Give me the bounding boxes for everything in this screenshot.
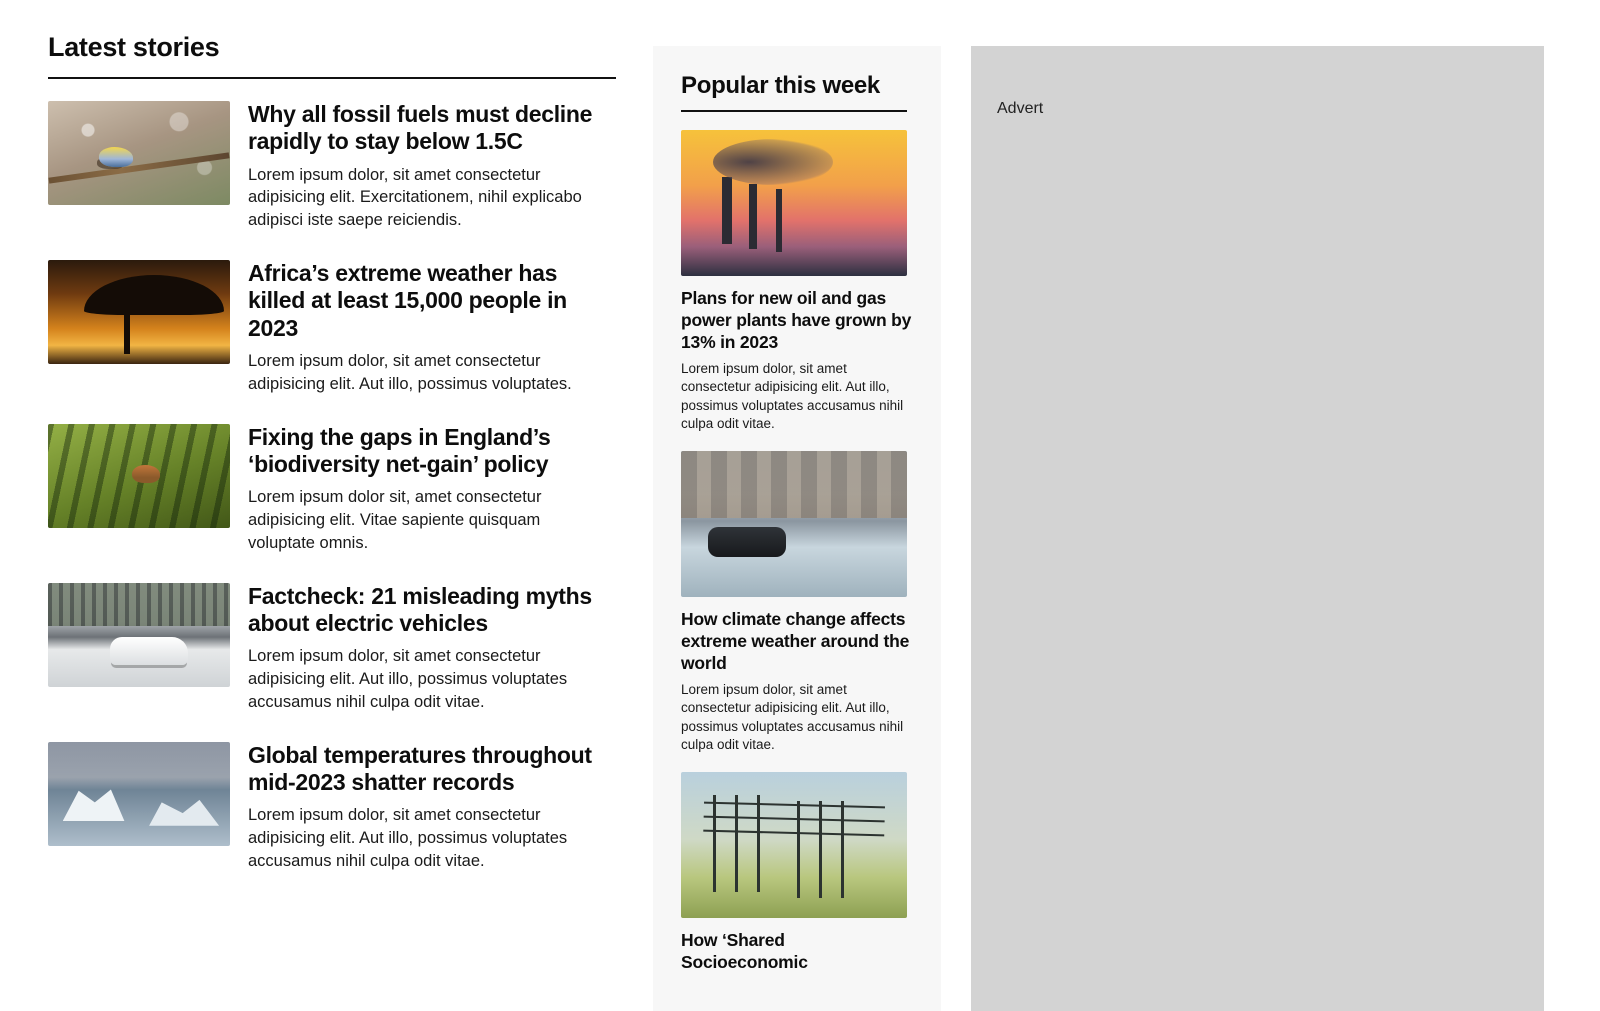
arctic-icebergs-photo	[48, 742, 230, 846]
latest-story-thumbnail-acacia[interactable]	[48, 260, 230, 364]
power-plant-smokestacks-photo	[681, 130, 907, 276]
latest-story-excerpt: Lorem ipsum dolor, sit amet consectetur adipisicing elit. Aut illo, possimus voluptates accusamus nihil culpa odit vitae.	[248, 806, 568, 870]
latest-story-thumbnail-ice[interactable]	[48, 742, 230, 846]
popular-item[interactable]	[681, 772, 913, 973]
latest-story-excerpt: Lorem ipsum dolor, sit amet consectetur adipisicing elit. Aut illo, possimus voluptates accusamus nihil culpa odit vitae.	[248, 647, 568, 711]
bird-on-branch-photo	[48, 101, 230, 205]
latest-story-item[interactable]	[48, 742, 625, 873]
popular-item-thumbnail-flood[interactable]	[681, 451, 907, 597]
latest-story-body	[248, 742, 625, 873]
advert-panel[interactable]	[971, 46, 1544, 1011]
latest-story-item[interactable]	[48, 260, 625, 396]
latest-story-body	[248, 424, 625, 555]
popular-item-excerpt: Lorem ipsum dolor, sit amet consectetur adipisicing elit. Aut illo, possimus voluptates accusamus nihil culpa odit vitae.	[681, 361, 904, 431]
latest-story-title[interactable]: Why all fossil fuels must decline rapidly to stay below 1.5C	[248, 101, 593, 155]
latest-story-item[interactable]	[48, 101, 625, 232]
popular-item[interactable]	[681, 451, 913, 754]
popular-this-week-section	[653, 46, 941, 1011]
popular-item-excerpt: Lorem ipsum dolor, sit amet consectetur adipisicing elit. Aut illo, possimus voluptates accusamus nihil culpa odit vitae.	[681, 682, 904, 752]
latest-stories-divider	[48, 77, 616, 79]
latest-story-title[interactable]: Global temperatures throughout mid-2023 shatter records	[248, 741, 592, 796]
popular-this-week-heading: Popular this week	[681, 72, 880, 99]
latest-stories-heading: Latest stories	[48, 32, 220, 62]
latest-story-body	[248, 583, 625, 714]
popular-item-title[interactable]: Plans for new oil and gas power plants have grown by 13% in 2023	[681, 288, 912, 353]
latest-story-title[interactable]: Africa’s extreme weather has killed at least 15,000 people in 2023	[248, 260, 567, 341]
latest-story-thumbnail-bird[interactable]	[48, 101, 230, 205]
latest-story-body	[248, 101, 625, 232]
flooded-street-photo	[681, 451, 907, 597]
latest-story-title[interactable]: Fixing the gaps in England’s ‘biodiversity net-gain’ policy	[248, 423, 551, 477]
robin-in-reeds-photo	[48, 424, 230, 528]
popular-item-thumbnail-power-plant[interactable]	[681, 130, 907, 276]
latest-story-item[interactable]	[48, 583, 625, 714]
latest-story-title[interactable]: Factcheck: 21 misleading myths about electric vehicles	[248, 582, 592, 636]
latest-story-body	[248, 260, 625, 396]
power-pylons-photo	[681, 772, 907, 918]
popular-this-week-divider	[681, 110, 907, 112]
popular-item-thumbnail-pylons[interactable]	[681, 772, 907, 918]
latest-stories-section	[0, 0, 625, 901]
popular-item-title[interactable]: How climate change affects extreme weather around the world	[681, 609, 910, 674]
latest-story-thumbnail-car[interactable]	[48, 583, 230, 687]
acacia-tree-sunset-photo	[48, 260, 230, 364]
popular-item[interactable]	[681, 130, 913, 433]
electric-car-snow-photo	[48, 583, 230, 687]
latest-story-excerpt: Lorem ipsum dolor, sit amet consectetur adipisicing elit. Exercitationem, nihil explicabo adipisci iste saepe reiciendis.	[248, 165, 582, 230]
latest-story-excerpt: Lorem ipsum dolor sit, amet consectetur adipisicing elit. Vitae sapiente quisquam voluptate omnis.	[248, 488, 542, 552]
popular-item-title[interactable]: How ‘Shared Socioeconomic	[681, 930, 808, 973]
advert-label: Advert	[997, 100, 1044, 117]
latest-story-item[interactable]	[48, 424, 625, 555]
latest-story-thumbnail-robin[interactable]	[48, 424, 230, 528]
latest-story-excerpt: Lorem ipsum dolor, sit amet consectetur adipisicing elit. Aut illo, possimus voluptates.	[248, 352, 572, 393]
